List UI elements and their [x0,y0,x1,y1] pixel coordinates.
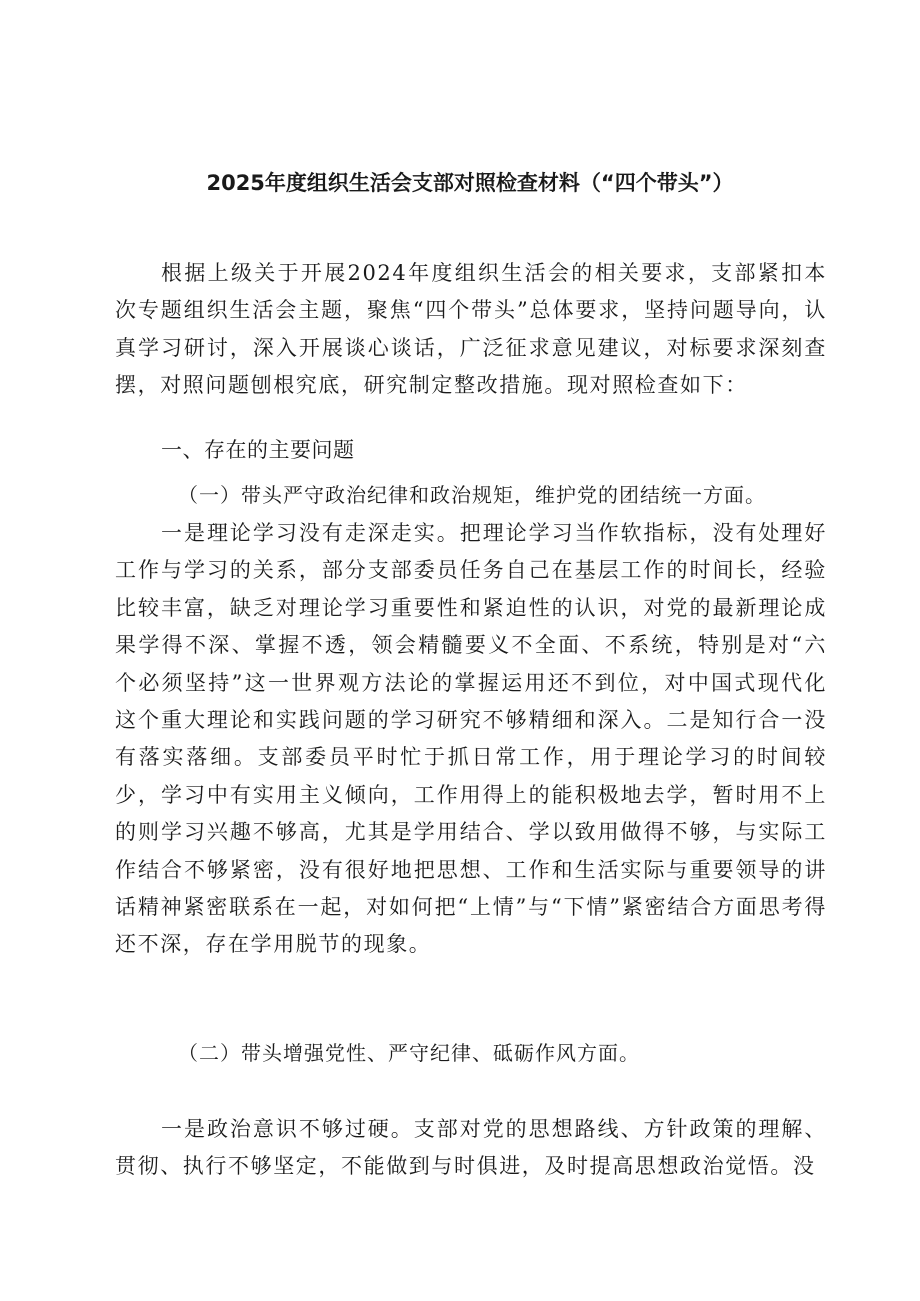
subsection-2-body: 一是政治意识不够过硬。支部对党的思想路线、方针政策的理解、贯彻、执行不够坚定，不能做到与时俱进，及时提高思想政治觉悟。没 [115,1117,827,1179]
subsection-1-body: 一是理论学习没有走深走实。把理论学习当作软指标，没有处理好工作与学习的关系，部分支部委员任务自己在基层工作的时间长，经验比较丰富，缺乏对理论学习重要性和紧迫性的认识，对党的最新理论成果学得不深、掌握不透，领会精髓要义不全面、不系统，特别是对“六个必须坚持”这一世界观方法论的掌握运用还不到位，对中国式现代化这个重大理论和实践问题的学习研究不够精细和深入。二是知行合一没有落实落细。支部委员平时忙于抓日常工作，用于理论学习的时间较少，学习中有实用主义倾向，工作用得上的能积极地去学，暂时用不上的则学习兴趣不够高，尤其是学用结合、学以致用做得不够，与实际工作结合不够紧密，没有很好地把思想、工作和生活实际与重要领导的讲话精神紧密联系在一起，对如何把“上情”与“下情”紧密结合方面思考得还不深，存在学用脱节的现象。 [115,521,827,957]
document-title: 2025年度组织生活会支部对照检查材料（“四个带头”） [206,171,734,195]
intro-paragraph: 根据上级关于开展2024年度组织生活会的相关要求，支部紧扣本次专题组织生活会主题，聚焦“四个带头”总体要求，坚持问题导向，认真学习研讨，深入开展谈心谈话，广泛征求意见建议，对标要求深刻查摆，对照问题刨根究底，研究制定整改措施。现对照检查如下： [115,261,827,398]
subsection-heading-2: （二）带头增强党性、严守纪律、砥砺作风方面。 [178,1041,640,1065]
section-heading-main-problems: 一、存在的主要问题 [161,438,355,462]
subsection-heading-1: （一）带头严守政治纪律和政治规矩，维护党的团结统一方面。 [178,483,766,507]
